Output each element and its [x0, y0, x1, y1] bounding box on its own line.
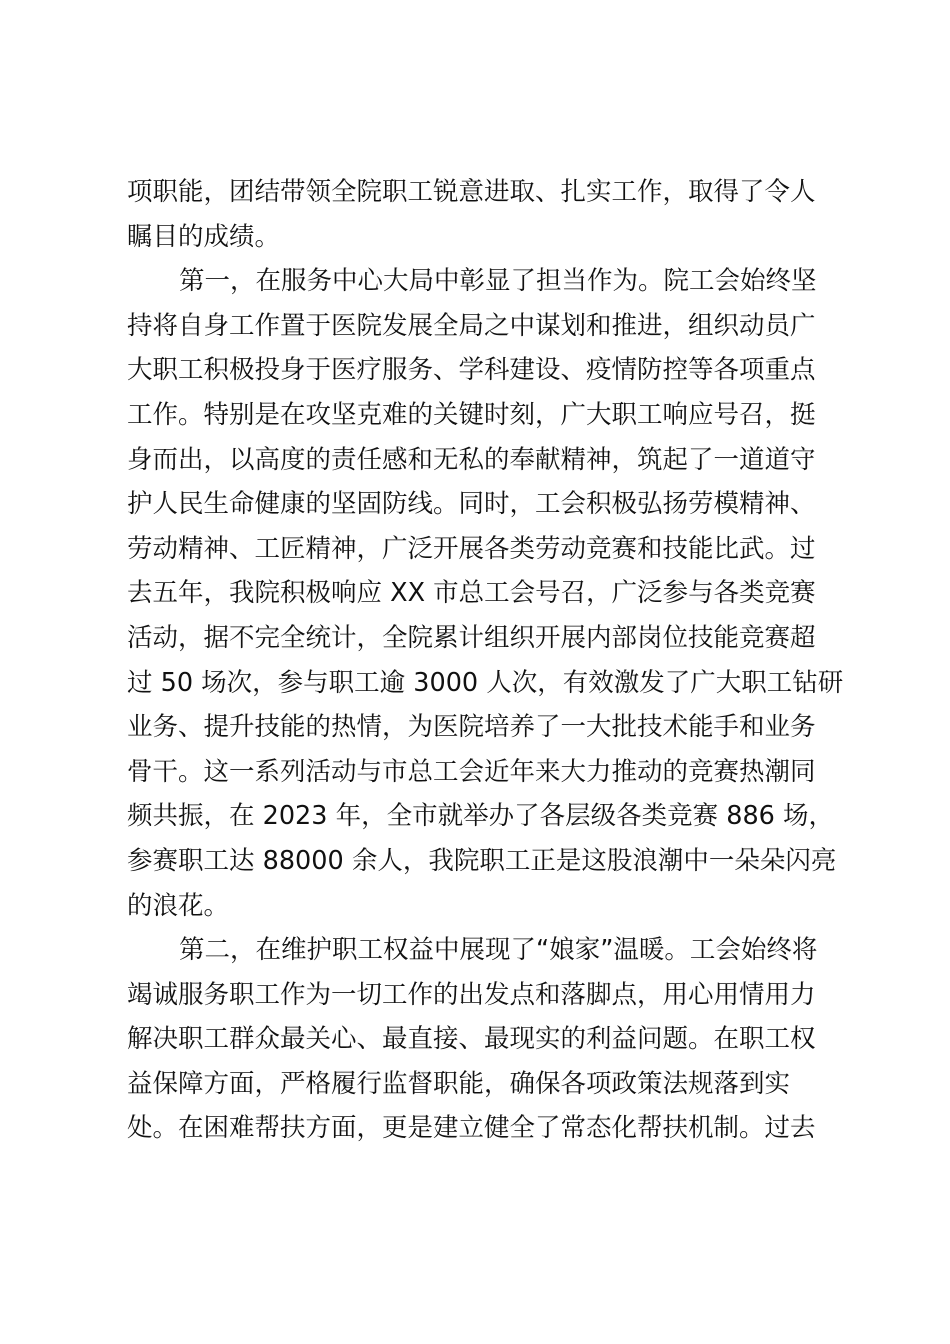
paragraph-first-line: 第二，在维护职工权益中展现了“娘家”温暖。工会始终将 — [179, 935, 818, 966]
text-line: 频共振，在 2023 年，全市就举办了各层级各类竞赛 886 场， — [127, 801, 834, 832]
text-line: 骨干。这一系列活动与市总工会近年来大力推动的竞赛热潮同 — [127, 756, 816, 787]
text-line: 益保障方面，严格履行监督职能，确保各项政策法规落到实 — [127, 1068, 791, 1099]
text-line: 劳动精神、工匠精神，广泛开展各类劳动竞赛和技能比武。过 — [127, 533, 816, 564]
text-line: 持将自身工作置于医院发展全局之中谋划和推进，组织动员广 — [127, 310, 816, 341]
text-line: 瞩目的成绩。 — [127, 221, 281, 252]
text-line: 活动，据不完全统计，全院累计组织开展内部岗位技能竞赛超 — [127, 622, 816, 653]
text-line: 项职能，团结带领全院职工锐意进取、扎实工作，取得了令人 — [127, 177, 816, 207]
text-line: 去五年，我院积极响应 XX 市总工会号召，广泛参与各类竞赛 — [127, 578, 816, 609]
text-line: 身而出，以高度的责任感和无私的奉献精神，筑起了一道道守 — [127, 444, 816, 475]
text-line: 护人民生命健康的坚固防线。同时，工会积极弘扬劳模精神、 — [127, 489, 816, 520]
text-line: 竭诚服务职工作为一切工作的出发点和落脚点，用心用情用力 — [127, 979, 816, 1010]
text-line: 业务、提升技能的热情，为医院培养了一大批技术能手和业务 — [127, 712, 816, 743]
text-line: 大职工积极投身于医疗服务、学科建设、疫情防控等各项重点 — [127, 355, 816, 386]
text-line: 解决职工群众最关心、最直接、最现实的利益问题。在职工权 — [127, 1024, 816, 1055]
document-body — [127, 170, 847, 1151]
text-line: 工作。特别是在攻坚克难的关键时刻，广大职工响应号召，挺 — [127, 399, 816, 430]
text-line: 处。在困难帮扶方面，更是建立健全了常态化帮扶机制。过去 — [127, 1113, 816, 1144]
paragraph-first-line: 第一，在服务中心大局中彰显了担当作为。院工会始终坚 — [179, 266, 817, 297]
text-line: 参赛职工达 88000 余人，我院职工正是这股浪潮中一朵朵闪亮 — [127, 845, 837, 876]
text-line: 的浪花。 — [127, 890, 230, 921]
text-line: 过 50 场次，参与职工逾 3000 人次，有效激发了广大职工钻研 — [127, 667, 844, 698]
